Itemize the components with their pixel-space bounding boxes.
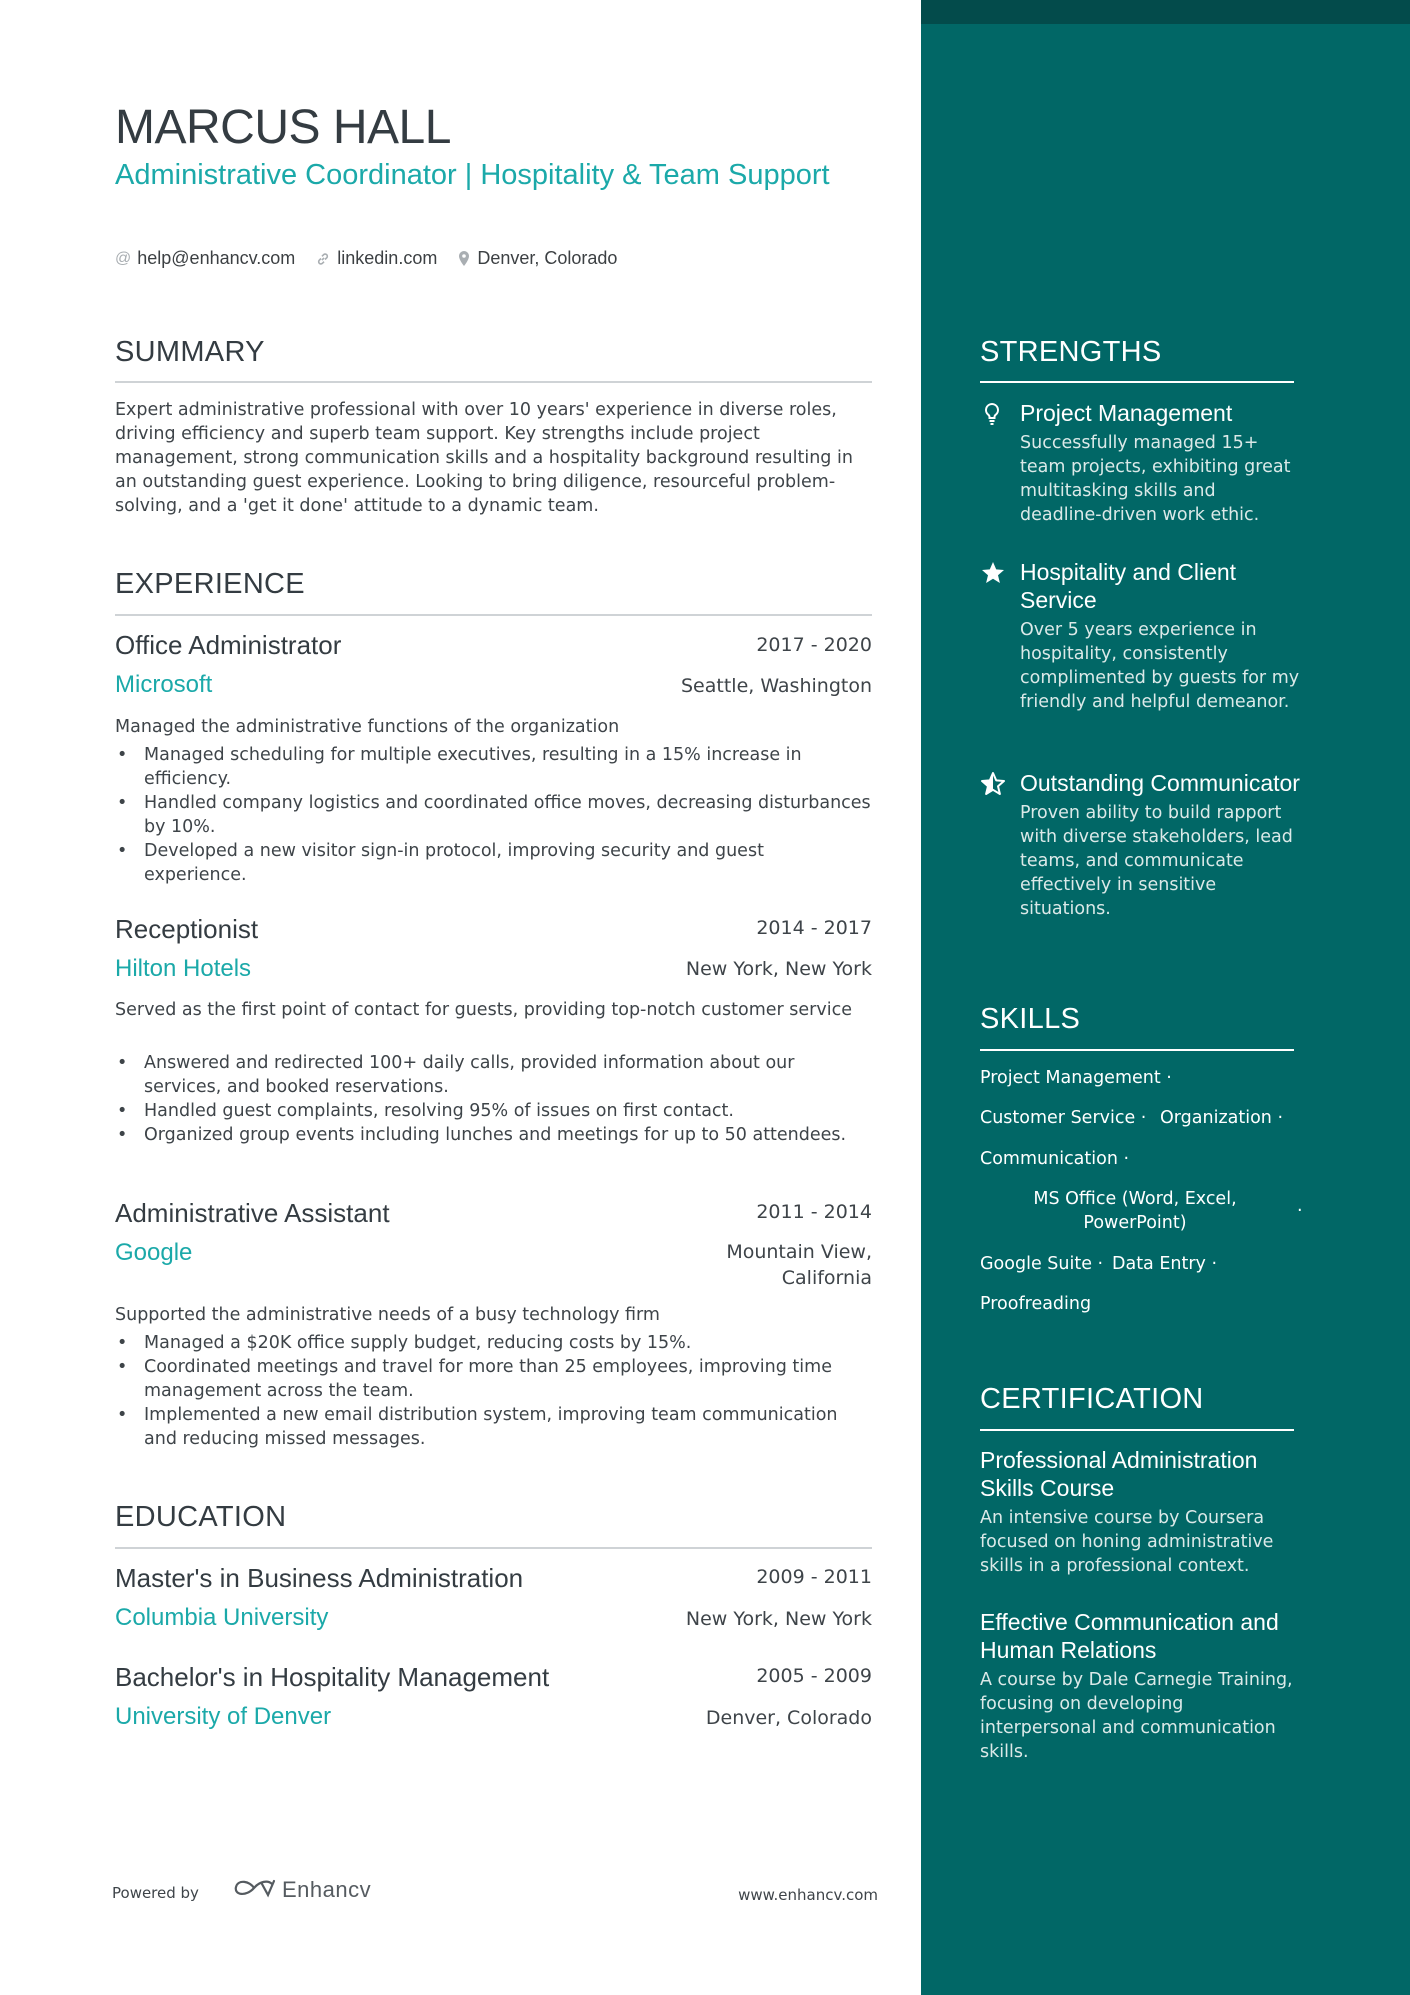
certification-description: A course by Dale Carnegie Training, focusing on developing interpersonal and communication skills. [980, 1670, 1293, 1762]
at-icon: @ [115, 249, 132, 267]
job-bullets [115, 1051, 872, 1147]
skills-divider [980, 1049, 1294, 1051]
job-dates: 2017 - 2020 [756, 634, 872, 656]
job-location: New York, New York [685, 958, 872, 980]
summary-heading: SUMMARY [115, 336, 265, 368]
strength-item [980, 769, 1300, 921]
job-description: Managed the administrative functions of the organization [115, 717, 620, 737]
linkedin-text: linkedin.com [337, 248, 438, 268]
education-dates: 2009 - 2011 [756, 1566, 872, 1588]
job-location [726, 1239, 872, 1291]
skill-tag: Communication · [980, 1149, 1130, 1169]
sidebar-top-bar [921, 0, 1410, 24]
job-bullets [115, 743, 872, 887]
enhancv-logo-icon [232, 1876, 278, 1904]
job-bullet: • Developed a new visitor sign-in protocol, improving security and guest experience. [115, 839, 872, 887]
job-bullet: • Implemented a new email distribution system, improving team communication and reducing missed messages. [115, 1403, 872, 1451]
education-degree: Master's in Business Administration [115, 1563, 524, 1593]
job-location: Seattle, Washington [681, 675, 872, 697]
strength-description: Successfully managed 15+ team projects, exhibiting great multitasking skills and deadline-driven work ethic. [1020, 433, 1291, 525]
contact-email[interactable] [115, 248, 295, 269]
certification-heading: CERTIFICATION [980, 1383, 1204, 1415]
education-location: New York, New York [685, 1608, 872, 1630]
candidate-headline: Administrative Coordinator | Hospitality & Team Support [115, 159, 830, 191]
job-bullet: • Answered and redirected 100+ daily calls, provided information about our services, and booked reservations. [115, 1051, 872, 1099]
skills-heading: SKILLS [980, 1003, 1081, 1035]
job-bullet: • Managed scheduling for multiple executives, resulting in a 15% increase in efficiency. [115, 743, 872, 791]
education-dates: 2005 - 2009 [756, 1665, 872, 1687]
education-divider [115, 1547, 872, 1549]
strength-item [980, 558, 1300, 714]
footer-url[interactable]: www.enhancv.com [738, 1886, 878, 1904]
strength-description: Over 5 years experience in hospitality, consistently complimented by guests for my friendly and helpful demeanor. [1020, 620, 1300, 712]
certification-divider [980, 1429, 1294, 1431]
job-bullet: • Handled guest complaints, resolving 95% of issues on first contact. [115, 1099, 872, 1123]
half-star-icon [980, 771, 1004, 797]
job-title: Receptionist [115, 914, 259, 944]
skill-tag: Customer Service · [980, 1108, 1147, 1128]
education-school: Columbia University [115, 1604, 329, 1631]
job-bullet: • Organized group events including lunches and meetings for up to 50 attendees. [115, 1123, 872, 1147]
contact-location [457, 248, 617, 269]
lightbulb-icon [980, 401, 1004, 427]
skill-tag: Google Suite · [980, 1254, 1104, 1274]
skill-separator: · [1297, 1201, 1303, 1221]
job-title: Administrative Assistant [115, 1198, 390, 1228]
job-dates: 2014 - 2017 [756, 917, 872, 939]
job-company: Hilton Hotels [115, 955, 252, 982]
enhancv-logo[interactable] [232, 1876, 371, 1904]
job-bullet: • Handled company logistics and coordinated office moves, decreasing disturbances by 10%. [115, 791, 872, 839]
experience-heading: EXPERIENCE [115, 568, 305, 600]
job-location-line: Mountain View, [726, 1241, 872, 1263]
contact-linkedin[interactable] [315, 248, 437, 269]
star-icon [980, 560, 1004, 586]
skill-tag: Project Management · [980, 1068, 1172, 1088]
skill-tag: Proofreading [980, 1294, 1092, 1314]
job-company: Microsoft [115, 671, 213, 698]
strength-description: Proven ability to build rapport with diverse stakeholders, lead teams, and communicate effectively in sensitive situations. [1020, 803, 1293, 919]
strength-title: Project Management [1020, 400, 1233, 426]
experience-divider [115, 614, 872, 616]
link-icon [315, 251, 331, 267]
job-description: Supported the administrative needs of a busy technology firm [115, 1305, 660, 1325]
summary-divider [115, 381, 872, 383]
summary-text: Expert administrative professional with over 10 years' experience in diverse roles, driving efficiency and superb team support. Key strengths include project management, strong communication skills and a hospitality background resulting in an outstanding guest experience. Looking to bring diligence, resourceful problem-solving, and a 'get it done' attitude to a dynamic team. [115, 400, 853, 516]
certification-item [980, 1608, 1300, 1764]
job-company: Google [115, 1239, 193, 1266]
enhancv-logo-text: Enhancv [282, 1877, 372, 1902]
job-title: Office Administrator [115, 630, 342, 660]
skill-tag: Organization · [1160, 1108, 1284, 1128]
strength-title: Outstanding Communicator [1020, 770, 1300, 796]
location-pin-icon [457, 250, 471, 268]
job-bullets [115, 1331, 872, 1451]
job-description: Served as the first point of contact for guests, providing top-notch customer service [115, 1000, 852, 1020]
strength-title: Hospitality and Client Service [1020, 559, 1237, 613]
skill-tag: MS Office (Word, Excel, PowerPoint) [1033, 1189, 1237, 1233]
job-dates: 2011 - 2014 [756, 1201, 872, 1223]
strength-item [980, 399, 1300, 527]
skill-tag: Data Entry · [1112, 1254, 1218, 1274]
education-school: University of Denver [115, 1703, 332, 1730]
certification-description: An intensive course by Coursera focused on honing administrative skills in a professional context. [980, 1508, 1274, 1576]
certification-title: Professional Administration Skills Course [980, 1447, 1258, 1501]
location-text: Denver, Colorado [477, 248, 618, 268]
job-bullet: • Coordinated meetings and travel for more than 25 employees, improving time management across the team. [115, 1355, 872, 1403]
contact-row [115, 248, 637, 269]
job-bullet: • Managed a $20K office supply budget, reducing costs by 15%. [115, 1331, 872, 1355]
education-degree: Bachelor's in Hospitality Management [115, 1662, 550, 1692]
certification-item [980, 1446, 1300, 1578]
education-location: Denver, Colorado [705, 1707, 872, 1729]
powered-by-label: Powered by [112, 1884, 199, 1902]
candidate-name: MARCUS HALL [115, 101, 451, 154]
education-heading: EDUCATION [115, 1501, 287, 1533]
strengths-divider [980, 381, 1294, 383]
email-text: help@enhancv.com [137, 248, 296, 268]
job-location-line: California [781, 1267, 872, 1289]
strengths-heading: STRENGTHS [980, 336, 1162, 368]
certification-title: Effective Communication and Human Relations [980, 1609, 1279, 1663]
